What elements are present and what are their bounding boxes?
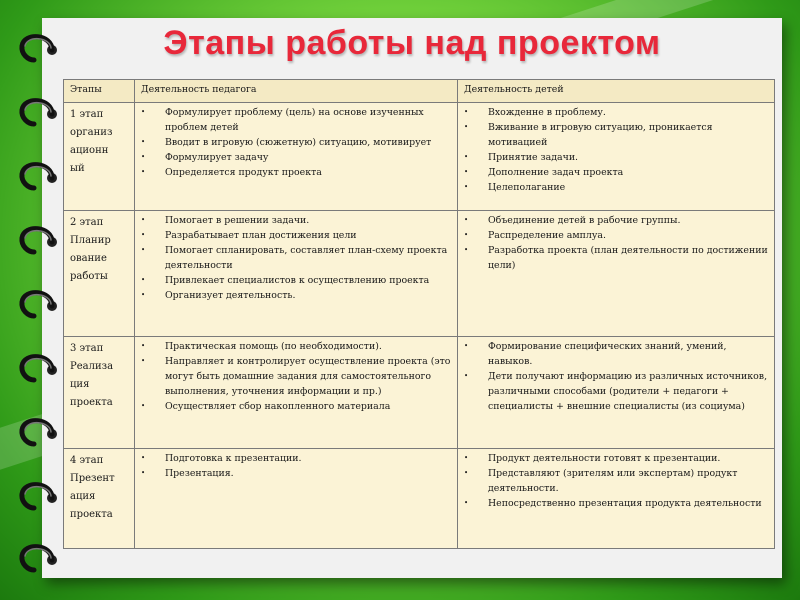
children-activity-list bbox=[462, 105, 770, 195]
binder-ring-icon bbox=[18, 540, 62, 574]
list-item-text: Представляют (зрителям или экспертам) продукт деятельности. bbox=[488, 468, 738, 494]
teacher-activity-list bbox=[139, 451, 453, 481]
list-item bbox=[139, 105, 453, 135]
teacher-activity-cell bbox=[135, 337, 458, 449]
bullet-icon: • bbox=[464, 469, 469, 477]
list-item-text: Формулирует проблему (цель) на основе изученных проблем детей bbox=[165, 107, 424, 133]
list-item-text: Презентация. bbox=[165, 468, 234, 479]
bullet-icon: • bbox=[141, 138, 146, 146]
column-header-stages: Этапы bbox=[64, 80, 135, 103]
list-item-text: Распределение амплуа. bbox=[488, 230, 606, 241]
list-item-text: Непосредственно презентация продукта деятельности bbox=[488, 498, 762, 509]
bullet-icon: • bbox=[141, 402, 146, 410]
children-activity-cell bbox=[458, 211, 775, 337]
stage-label-line: ция bbox=[70, 379, 90, 390]
bullet-icon: • bbox=[464, 153, 469, 161]
column-header-teacher: Деятельность педагога bbox=[135, 80, 458, 103]
stage-label-line: проекта bbox=[70, 397, 113, 408]
bullet-icon: • bbox=[464, 454, 469, 462]
page-title: Этапы работы над проектом bbox=[163, 24, 661, 62]
stage-label-line: проекта bbox=[70, 509, 113, 520]
stage-label-line: ование bbox=[70, 253, 107, 264]
bullet-icon: • bbox=[141, 469, 146, 477]
list-item bbox=[462, 466, 770, 496]
bullet-icon: • bbox=[464, 168, 469, 176]
list-item-text: Практическая помощь (по необходимости). bbox=[165, 341, 382, 352]
table-row bbox=[64, 337, 775, 449]
stage-cell bbox=[64, 337, 135, 449]
children-activity-list bbox=[462, 451, 770, 511]
binder-ring-icon bbox=[18, 222, 62, 256]
list-item bbox=[462, 165, 770, 180]
list-item bbox=[139, 339, 453, 354]
list-item-text: Принятие задачи. bbox=[488, 152, 579, 163]
stage-label-line: 1 этап bbox=[70, 109, 104, 120]
teacher-activity-list bbox=[139, 339, 453, 414]
table-row bbox=[64, 449, 775, 549]
stage-label-line: 3 этап bbox=[70, 343, 104, 354]
list-item-text: Формирование специфических знаний, умений, навыков. bbox=[488, 341, 727, 367]
stage-label-line: 4 этап bbox=[70, 455, 104, 466]
bullet-icon: • bbox=[141, 246, 146, 254]
bullet-icon: • bbox=[464, 372, 469, 380]
list-item bbox=[139, 466, 453, 481]
stage-label-line: Презент bbox=[70, 473, 115, 484]
bullet-icon: • bbox=[464, 499, 469, 507]
bullet-icon: • bbox=[464, 123, 469, 131]
list-item bbox=[139, 243, 453, 273]
list-item bbox=[139, 288, 453, 303]
list-item bbox=[139, 273, 453, 288]
stage-cell bbox=[64, 211, 135, 337]
table-row bbox=[64, 103, 775, 211]
binder-ring-icon bbox=[18, 414, 62, 448]
list-item bbox=[462, 180, 770, 195]
list-item-text: Вводит в игровую (сюжетную) ситуацию, мотивирует bbox=[165, 137, 432, 148]
bullet-icon: • bbox=[464, 183, 469, 191]
list-item-text: Продукт деятельности готовят к презентации. bbox=[488, 453, 721, 464]
project-stages-table bbox=[63, 79, 775, 549]
list-item bbox=[462, 339, 770, 369]
table-row bbox=[64, 211, 775, 337]
list-item bbox=[462, 369, 770, 414]
bullet-icon: • bbox=[464, 231, 469, 239]
stage-label-line: Реализа bbox=[70, 361, 114, 372]
list-item-text: Привлекает специалистов к осуществлению проекта bbox=[165, 275, 430, 286]
list-item bbox=[462, 120, 770, 150]
list-item-text: Подготовка к презентации. bbox=[165, 453, 302, 464]
bullet-icon: • bbox=[141, 276, 146, 284]
list-item bbox=[139, 451, 453, 466]
stage-label-line: ый bbox=[70, 163, 85, 174]
list-item-text: Помогает в решении задачи. bbox=[165, 215, 310, 226]
bullet-icon: • bbox=[141, 216, 146, 224]
list-item bbox=[139, 228, 453, 243]
bullet-icon: • bbox=[464, 108, 469, 116]
bullet-icon: • bbox=[464, 216, 469, 224]
stage-label-line: ация bbox=[70, 491, 96, 502]
bullet-icon: • bbox=[141, 454, 146, 462]
binder-ring-icon bbox=[18, 478, 62, 512]
stage-label-line: организ bbox=[70, 127, 113, 138]
teacher-activity-list bbox=[139, 105, 453, 180]
list-item-text: Дети получают информацию из различных источников, различными способами (родители + педагоги + специалисты + внешние специалисты (из социума) bbox=[488, 371, 768, 412]
list-item bbox=[462, 105, 770, 120]
list-item-text: Объединение детей в рабочие группы. bbox=[488, 215, 681, 226]
list-item-text: Определяется продукт проекта bbox=[165, 167, 322, 178]
list-item-text: Разработка проекта (план деятельности по достижении цели) bbox=[488, 245, 768, 271]
bullet-icon: • bbox=[141, 108, 146, 116]
list-item bbox=[462, 451, 770, 466]
list-item bbox=[462, 243, 770, 273]
stage-cell bbox=[64, 103, 135, 211]
bullet-icon: • bbox=[464, 246, 469, 254]
bullet-icon: • bbox=[141, 342, 146, 350]
list-item bbox=[462, 496, 770, 511]
list-item-text: Целеполагание bbox=[488, 182, 566, 193]
list-item-text: Осуществляет сбор накопленного материала bbox=[165, 401, 391, 412]
binder-ring-icon bbox=[18, 94, 62, 128]
table-header-row bbox=[64, 80, 775, 103]
teacher-activity-list bbox=[139, 213, 453, 303]
list-item-text: Организует деятельность. bbox=[165, 290, 296, 301]
list-item-text: Дополнение задач проекта bbox=[488, 167, 624, 178]
stage-cell bbox=[64, 449, 135, 549]
stage-label-line: Планир bbox=[70, 235, 111, 246]
children-activity-cell bbox=[458, 337, 775, 449]
bullet-icon: • bbox=[141, 357, 146, 365]
list-item-text: Формулирует задачу bbox=[165, 152, 269, 163]
teacher-activity-cell bbox=[135, 449, 458, 549]
list-item-text: Вхожденне в проблему. bbox=[488, 107, 606, 118]
list-item bbox=[462, 150, 770, 165]
stage-label-line: 2 этап bbox=[70, 217, 104, 228]
bullet-icon: • bbox=[141, 168, 146, 176]
list-item bbox=[139, 150, 453, 165]
column-header-children: Деятельность детей bbox=[458, 80, 775, 103]
list-item bbox=[139, 213, 453, 228]
stage-label-line: ационн bbox=[70, 145, 109, 156]
list-item bbox=[139, 399, 453, 414]
bullet-icon: • bbox=[141, 291, 146, 299]
bullet-icon: • bbox=[141, 153, 146, 161]
list-item bbox=[462, 228, 770, 243]
list-item bbox=[139, 135, 453, 150]
list-item bbox=[462, 213, 770, 228]
children-activity-cell bbox=[458, 103, 775, 211]
list-item-text: Помогает спланировать, составляет план-схему проекта деятельности bbox=[165, 245, 448, 271]
list-item-text: Разрабатывает план достижения цели bbox=[165, 230, 357, 241]
teacher-activity-cell bbox=[135, 211, 458, 337]
stage-label-line: работы bbox=[70, 271, 108, 282]
bullet-icon: • bbox=[464, 342, 469, 350]
list-item bbox=[139, 354, 453, 399]
teacher-activity-cell bbox=[135, 103, 458, 211]
binder-ring-icon bbox=[18, 350, 62, 384]
binder-ring-icon bbox=[18, 286, 62, 320]
binder-ring-icon bbox=[18, 158, 62, 192]
list-item bbox=[139, 165, 453, 180]
bullet-icon: • bbox=[141, 231, 146, 239]
children-activity-list bbox=[462, 213, 770, 273]
list-item-text: Направляет и контролирует осуществление проекта (это могут быть домашние задания для самостоятельного выполнения, уточнения информации и пр.) bbox=[165, 356, 451, 397]
children-activity-list bbox=[462, 339, 770, 414]
list-item-text: Вживание в игровую ситуацию, проникается мотивацией bbox=[488, 122, 713, 148]
children-activity-cell bbox=[458, 449, 775, 549]
